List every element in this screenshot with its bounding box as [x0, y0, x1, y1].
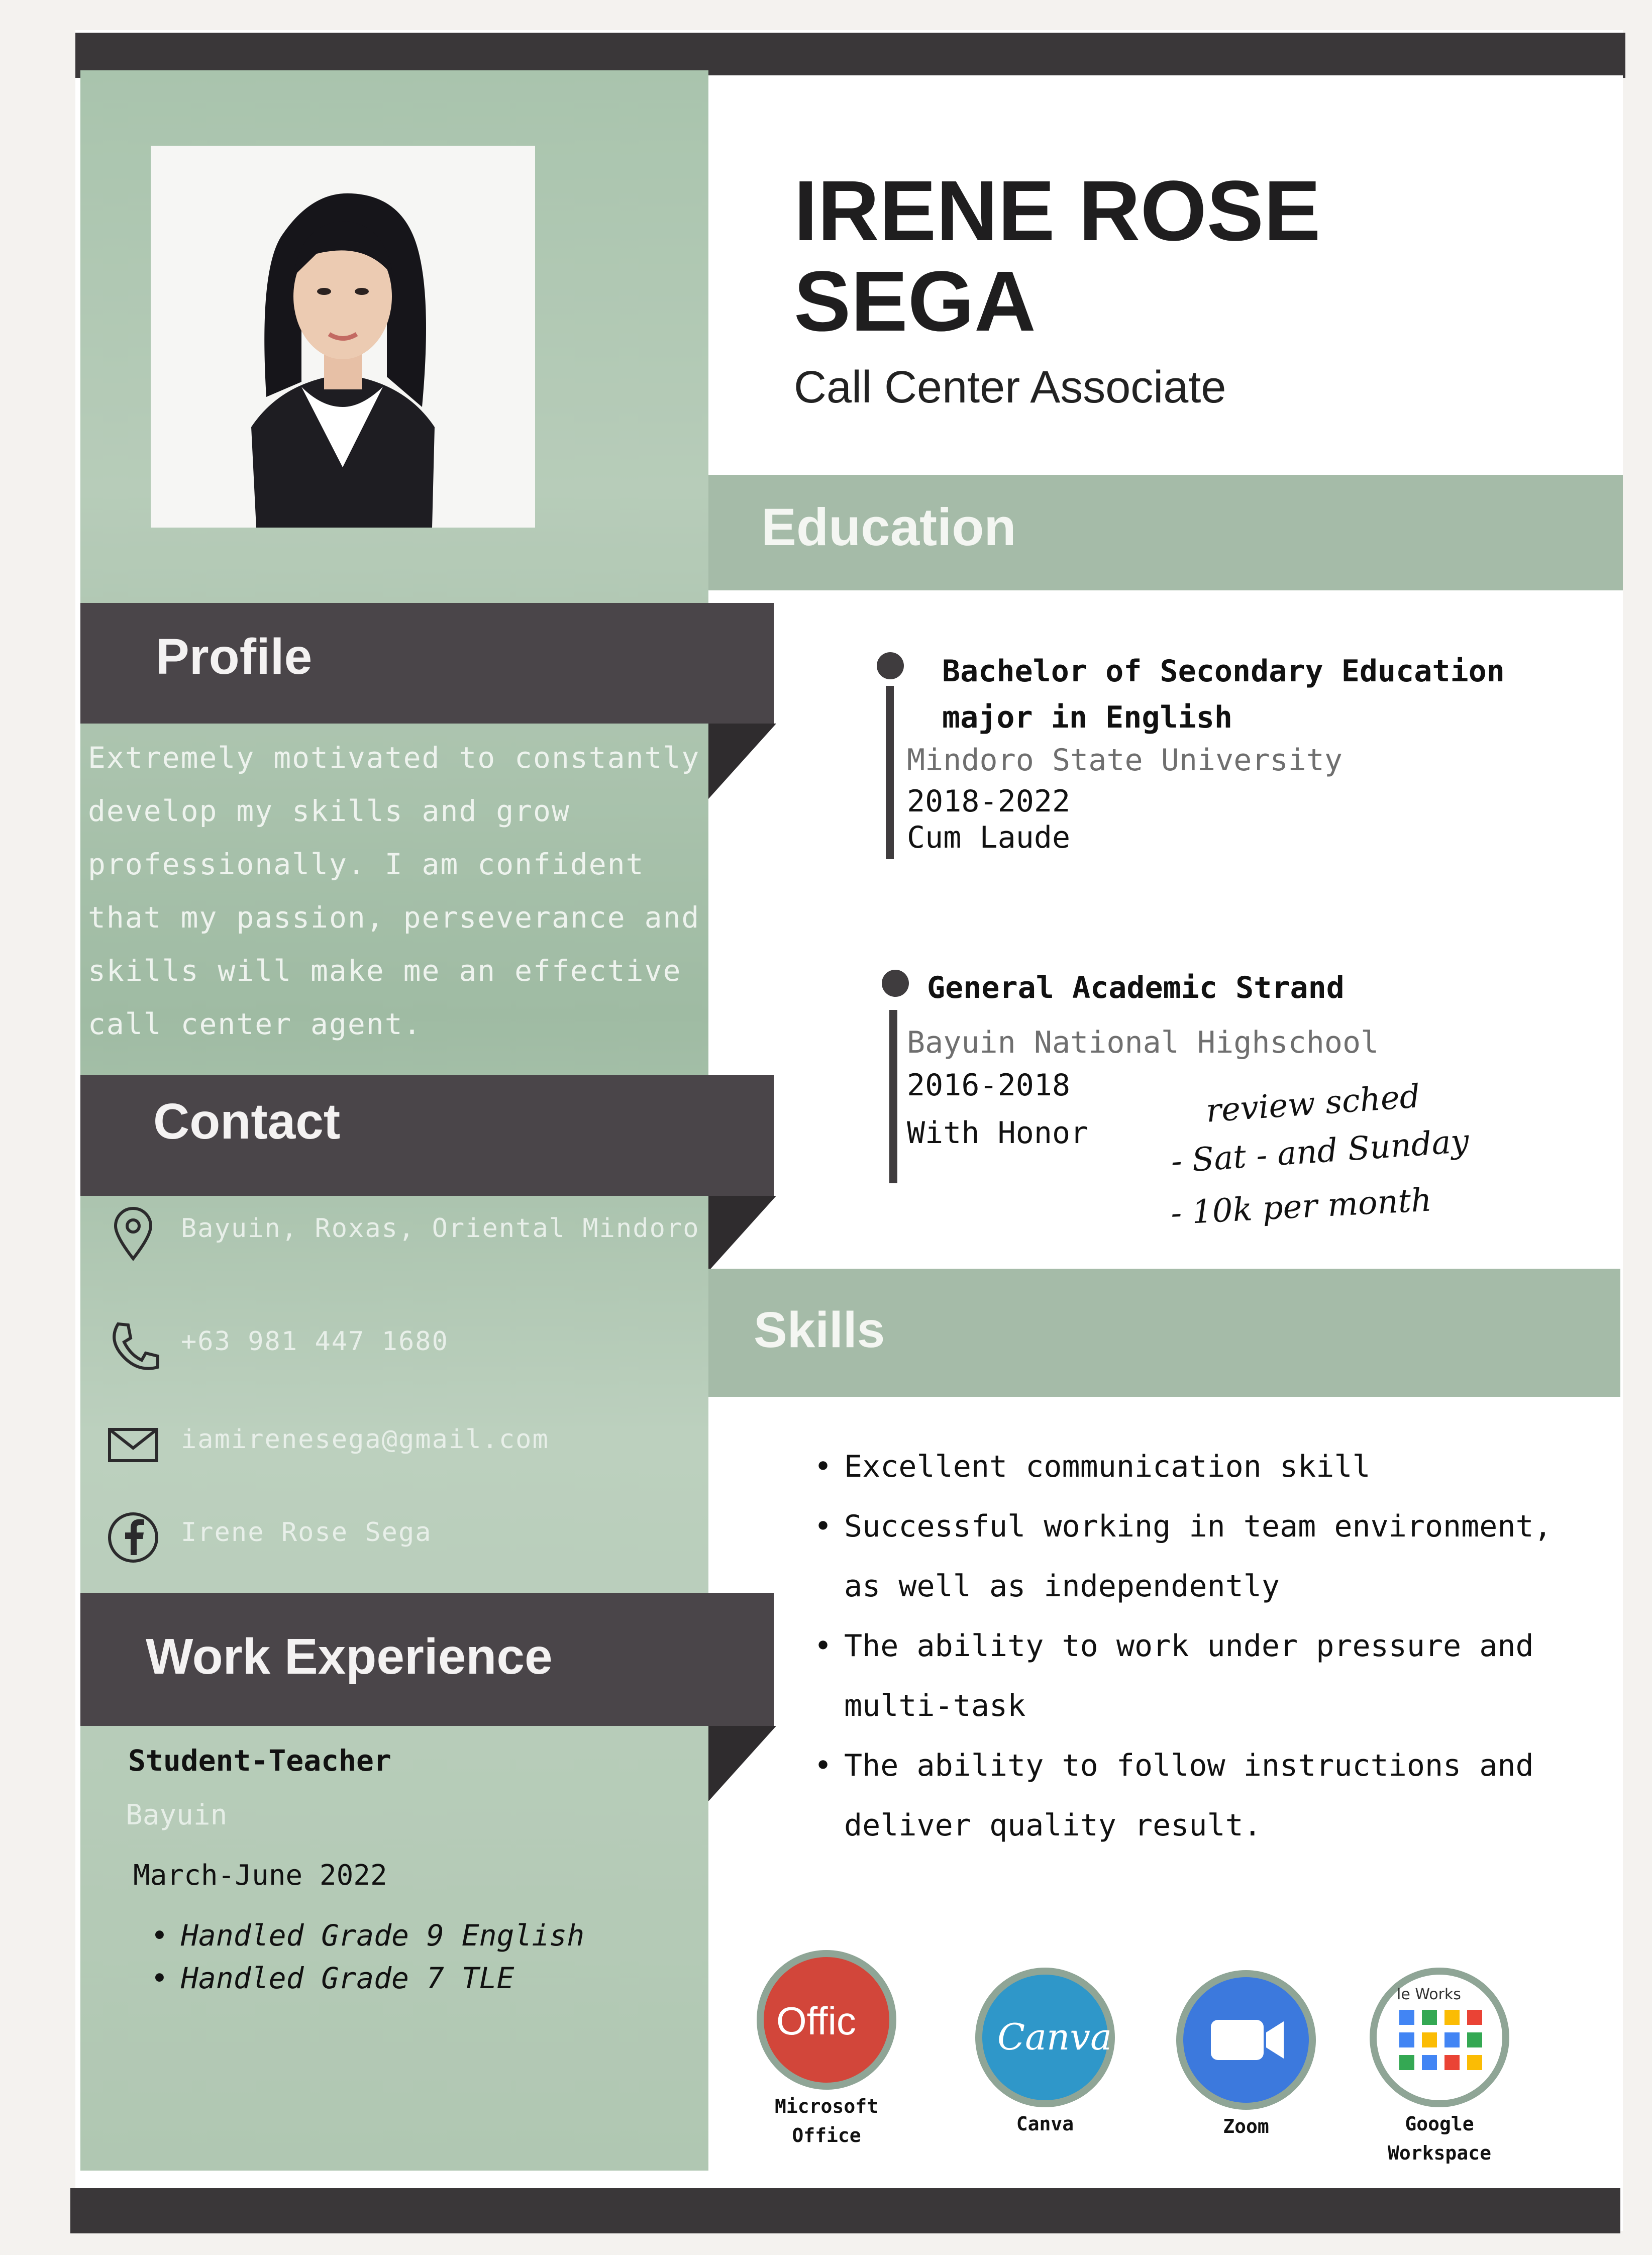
- location-icon: [106, 1206, 161, 1261]
- address-text: Bayuin, Roxas, Oriental Mindoro: [181, 1213, 700, 1244]
- work-position: Student-Teacher: [128, 1744, 391, 1778]
- education-school: Bayuin National Highschool: [907, 1025, 1379, 1060]
- skill-item: • Excellent communication skill: [814, 1437, 1598, 1497]
- contact-bar-fold: [708, 1196, 776, 1271]
- facebook-text[interactable]: Irene Rose Sega: [181, 1517, 432, 1548]
- google-workspace-icon: [1377, 1975, 1502, 2100]
- mail-icon: [106, 1417, 161, 1472]
- contact-address: [106, 1206, 708, 1276]
- office-glyph: Offic: [776, 1999, 856, 2043]
- education-degree: General Academic Strand: [927, 970, 1345, 1005]
- tool-microsoft-office: [751, 1957, 902, 2150]
- tool-label: Office: [792, 2124, 861, 2146]
- skills-heading: Skills: [754, 1302, 885, 1358]
- tool-canva: [970, 1975, 1120, 2138]
- profile-text: Extremely motivated to constantly develop my skills and grow professionally. I am confident that my passion, perseverance and skills will make me an effective call center agent.: [88, 741, 700, 1041]
- education-bullet-icon: [877, 652, 904, 679]
- work-heading: Work Experience: [146, 1628, 553, 1685]
- work-place: Bayuin: [126, 1799, 228, 1831]
- education-school: Mindoro State University: [907, 743, 1343, 778]
- education-timeline: [886, 686, 894, 859]
- skill-item: • Successful working in team environment, as well as independently: [814, 1497, 1598, 1616]
- facebook-icon: [106, 1510, 161, 1565]
- canva-glyph: Canva: [997, 2016, 1112, 2058]
- person-portrait-icon: [151, 146, 535, 528]
- work-duties-list: [151, 1914, 584, 2000]
- microsoft-office-icon: [764, 1957, 889, 2083]
- tool-google-workspace: [1364, 1975, 1515, 2168]
- video-camera-icon: [1183, 1977, 1309, 2103]
- work-duty-item: • Handled Grade 9 English: [151, 1914, 584, 1957]
- handwritten-note-line: - 10k per month: [1170, 1181, 1433, 1233]
- skill-item: • The ability to work under pressure and multi-task: [814, 1616, 1598, 1736]
- education-years: 2016-2018: [907, 1068, 1071, 1103]
- profile-heading: Profile: [156, 629, 313, 685]
- google-apps-grid-icon: [1377, 1975, 1502, 2100]
- tool-label: Microsoft: [775, 2095, 878, 2117]
- education-honor: Cum Laude: [907, 820, 1071, 855]
- handwritten-note-line: - Sat - and Sunday: [1170, 1122, 1471, 1181]
- phone-text[interactable]: +63 981 447 1680: [181, 1326, 449, 1357]
- contact-heading: Contact: [153, 1093, 341, 1150]
- zoom-icon: [1183, 1977, 1309, 2103]
- tool-label: Zoom: [1223, 2115, 1269, 2137]
- education-bullet-icon: [882, 970, 909, 997]
- tool-label: Google: [1405, 2113, 1474, 2135]
- work-bar-fold: [708, 1726, 776, 1801]
- education-years: 2018-2022: [907, 784, 1071, 819]
- workspace-glyph: le Works: [1397, 1986, 1461, 2003]
- canva-icon: [982, 1975, 1112, 2100]
- education-degree-major: major in English: [942, 700, 1232, 735]
- email-text[interactable]: iamirenesega@gmail.com: [181, 1424, 549, 1455]
- candidate-name: IRENE ROSE SEGA: [794, 163, 1321, 349]
- tool-label: Canva: [1016, 2113, 1074, 2135]
- work-dates: March-June 2022: [133, 1859, 387, 1892]
- education-degree: Bachelor of Secondary Education: [942, 654, 1505, 689]
- contact-email: [106, 1417, 708, 1487]
- phone-icon: [106, 1319, 161, 1374]
- profile-photo: [151, 146, 535, 528]
- bottom-band: [70, 2188, 1620, 2233]
- tool-zoom: [1171, 1977, 1321, 2141]
- contact-facebook: [106, 1510, 708, 1580]
- tool-label: Workspace: [1388, 2142, 1491, 2164]
- skills-list: [814, 1437, 1598, 1856]
- job-title: Call Center Associate: [794, 362, 1226, 413]
- education-heading: Education: [761, 498, 1016, 557]
- education-timeline: [889, 1010, 897, 1183]
- contact-phone: [106, 1319, 708, 1389]
- handwritten-note-line: review sched: [1204, 1078, 1421, 1130]
- education-honor: With Honor: [907, 1115, 1089, 1151]
- work-duty-item: • Handled Grade 7 TLE: [151, 1957, 584, 2000]
- skill-item: • The ability to follow instructions and deliver quality result.: [814, 1736, 1598, 1856]
